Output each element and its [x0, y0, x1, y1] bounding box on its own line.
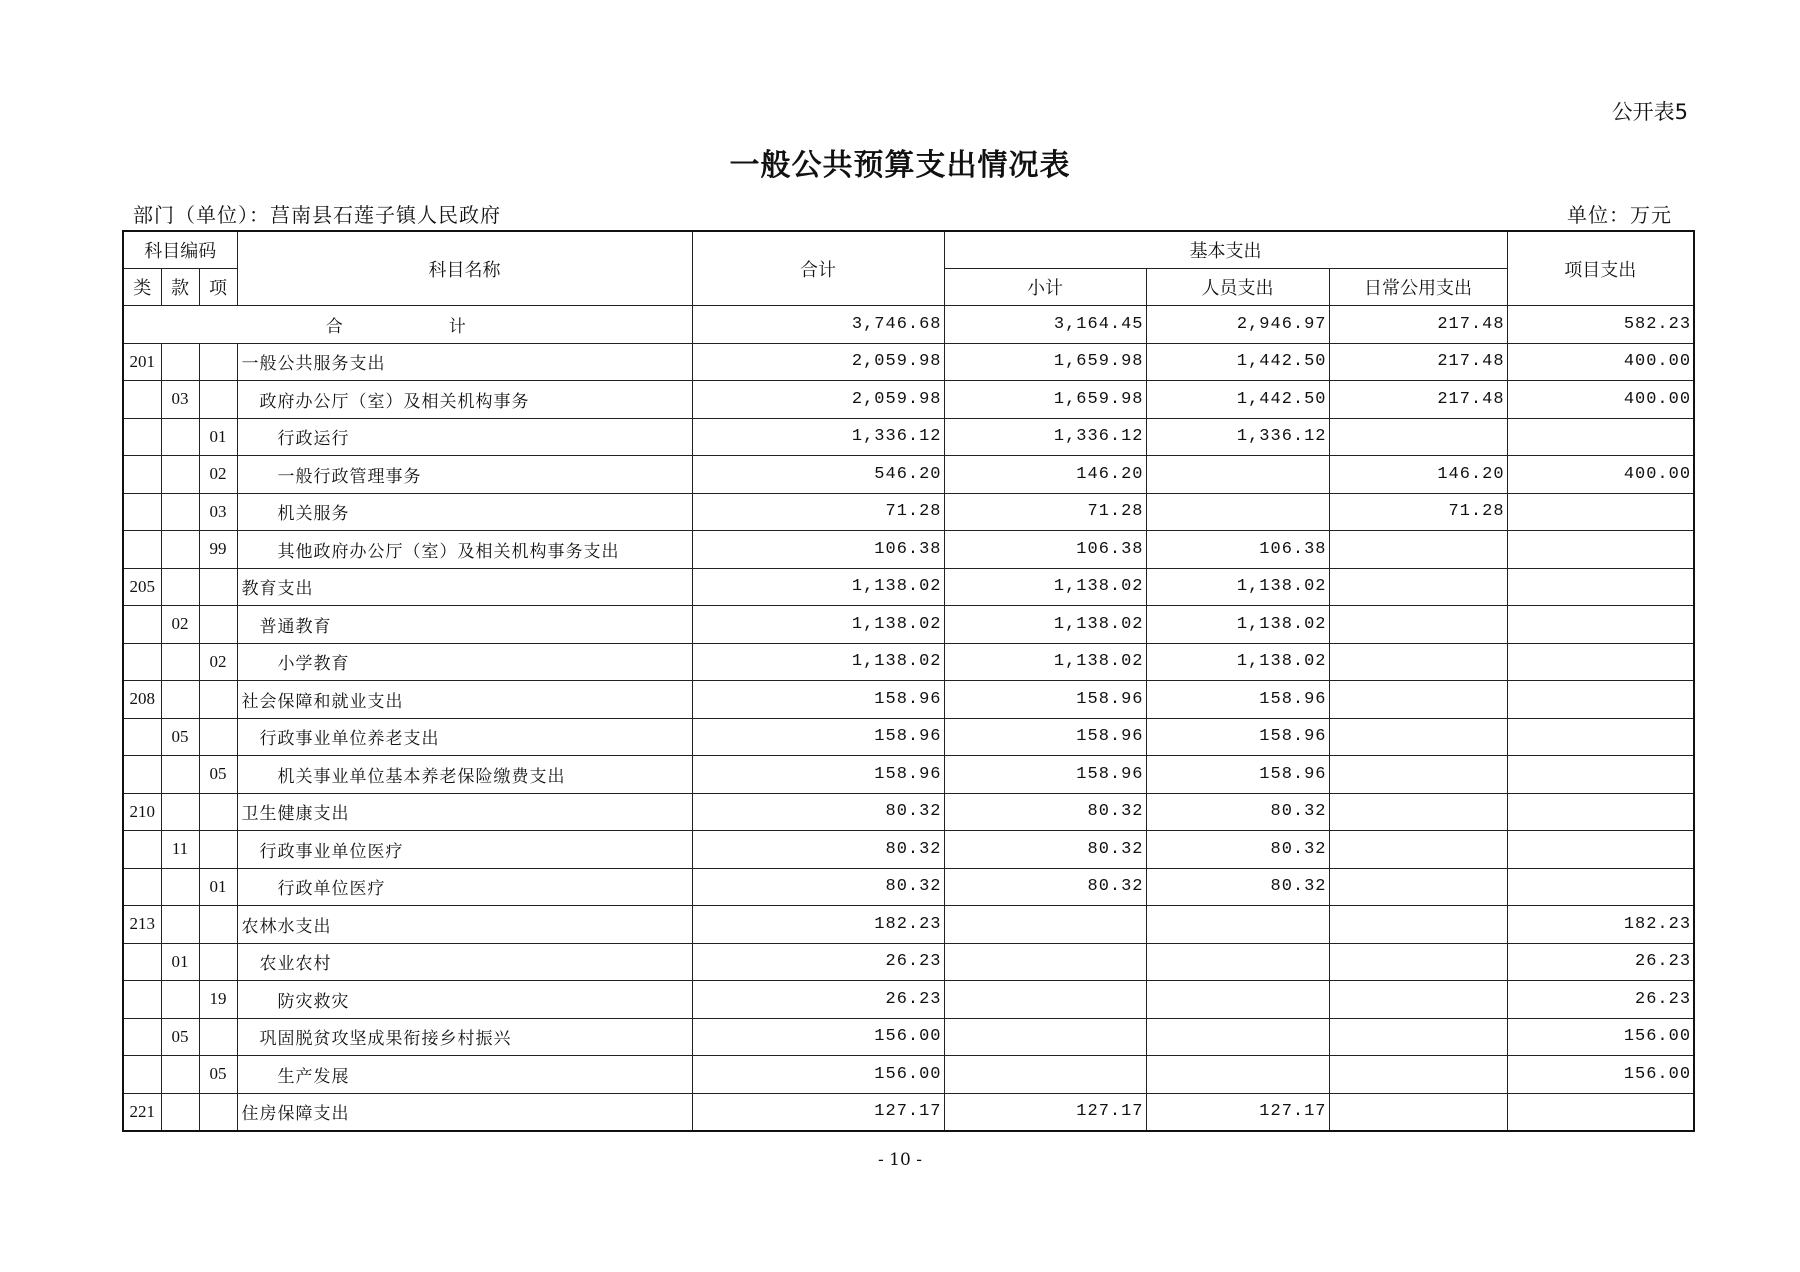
cell-lei: 201: [123, 343, 161, 381]
cell-name: 机关事业单位基本养老保险缴费支出: [237, 756, 692, 794]
table-row: [123, 568, 1694, 606]
cell-daily: 146.20: [1329, 456, 1507, 494]
unit-label: 单位：万元: [1567, 203, 1672, 227]
cell-subtotal: 80.32: [944, 868, 1146, 906]
cell-lei: 213: [123, 906, 161, 944]
header-total: 合计: [692, 231, 944, 306]
cell-lei: [123, 531, 161, 569]
table-row: [123, 981, 1694, 1019]
cell-name: 行政事业单位医疗: [237, 831, 692, 869]
table-row: [123, 906, 1694, 944]
cell-lei: [123, 1056, 161, 1094]
cell-kuan: 05: [161, 718, 199, 756]
cell-xiang: 02: [199, 643, 237, 681]
cell-personnel: [1146, 1018, 1329, 1056]
header-project: 项目支出: [1507, 231, 1694, 306]
cell-xiang: [199, 793, 237, 831]
cell-kuan: [161, 568, 199, 606]
table-row: [123, 456, 1694, 494]
cell-name: 行政单位医疗: [237, 868, 692, 906]
cell-xiang: [199, 718, 237, 756]
cell-project: 182.23: [1507, 906, 1694, 944]
header-daily: 日常公用支出: [1329, 269, 1507, 306]
cell-personnel: 1,138.02: [1146, 568, 1329, 606]
table-body: [123, 306, 1694, 1132]
cell-lei: [123, 868, 161, 906]
cell-project: 26.23: [1507, 943, 1694, 981]
cell-daily: [1329, 868, 1507, 906]
cell-total: 71.28: [692, 493, 944, 531]
cell-personnel: 1,442.50: [1146, 381, 1329, 419]
cell-personnel: 1,336.12: [1146, 418, 1329, 456]
table-row: [123, 943, 1694, 981]
cell-daily: 71.28: [1329, 493, 1507, 531]
cell-name: 教育支出: [237, 568, 692, 606]
cell-kuan: [161, 1093, 199, 1131]
header-subtotal: 小计: [944, 269, 1146, 306]
cell-lei: [123, 381, 161, 419]
cell-xiang: [199, 906, 237, 944]
cell-lei: [123, 456, 161, 494]
cell-subtotal: 1,138.02: [944, 568, 1146, 606]
cell-subtotal: 1,659.98: [944, 381, 1146, 419]
cell-kuan: [161, 756, 199, 794]
cell-xiang: [199, 831, 237, 869]
cell-lei: [123, 643, 161, 681]
table-row: [123, 643, 1694, 681]
total-subtotal: 3,164.45: [944, 306, 1146, 344]
cell-personnel: 158.96: [1146, 718, 1329, 756]
page-number: - 10 -: [878, 1150, 922, 1170]
cell-xiang: 02: [199, 456, 237, 494]
cell-xiang: 05: [199, 756, 237, 794]
cell-personnel: 80.32: [1146, 868, 1329, 906]
cell-project: [1507, 868, 1694, 906]
cell-daily: [1329, 568, 1507, 606]
cell-total: 106.38: [692, 531, 944, 569]
cell-xiang: 05: [199, 1056, 237, 1094]
cell-project: [1507, 718, 1694, 756]
cell-subtotal: 71.28: [944, 493, 1146, 531]
cell-total: 158.96: [692, 681, 944, 719]
cell-daily: [1329, 793, 1507, 831]
cell-lei: [123, 418, 161, 456]
cell-xiang: [199, 1093, 237, 1131]
cell-daily: 217.48: [1329, 381, 1507, 419]
cell-daily: [1329, 906, 1507, 944]
cell-total: 80.32: [692, 831, 944, 869]
cell-name: 一般行政管理事务: [237, 456, 692, 494]
cell-project: [1507, 418, 1694, 456]
cell-personnel: 1,138.02: [1146, 643, 1329, 681]
cell-total: 1,138.02: [692, 606, 944, 644]
cell-project: 156.00: [1507, 1018, 1694, 1056]
cell-subtotal: [944, 1018, 1146, 1056]
cell-lei: 221: [123, 1093, 161, 1131]
cell-personnel: 1,442.50: [1146, 343, 1329, 381]
cell-daily: [1329, 718, 1507, 756]
table-row: [123, 1093, 1694, 1131]
cell-personnel: 127.17: [1146, 1093, 1329, 1131]
cell-name: 行政运行: [237, 418, 692, 456]
cell-xiang: [199, 606, 237, 644]
cell-name: 防灾救灾: [237, 981, 692, 1019]
cell-name: 小学教育: [237, 643, 692, 681]
cell-name: 农业农村: [237, 943, 692, 981]
cell-daily: [1329, 943, 1507, 981]
cell-daily: [1329, 681, 1507, 719]
header-lei: 类: [123, 269, 161, 306]
cell-xiang: 01: [199, 418, 237, 456]
cell-kuan: [161, 1056, 199, 1094]
cell-total: 1,138.02: [692, 568, 944, 606]
cell-daily: [1329, 643, 1507, 681]
cell-personnel: 158.96: [1146, 756, 1329, 794]
cell-daily: [1329, 418, 1507, 456]
cell-personnel: 158.96: [1146, 681, 1329, 719]
table-row: [123, 868, 1694, 906]
table-row: [123, 606, 1694, 644]
cell-total: 2,059.98: [692, 343, 944, 381]
table-row: [123, 793, 1694, 831]
cell-kuan: [161, 531, 199, 569]
cell-daily: [1329, 981, 1507, 1019]
header-basic-group: 基本支出: [944, 231, 1507, 269]
cell-xiang: 99: [199, 531, 237, 569]
cell-subtotal: 106.38: [944, 531, 1146, 569]
cell-lei: [123, 718, 161, 756]
cell-xiang: [199, 1018, 237, 1056]
cell-kuan: 02: [161, 606, 199, 644]
cell-personnel: 1,138.02: [1146, 606, 1329, 644]
cell-name: 生产发展: [237, 1056, 692, 1094]
table-row: [123, 831, 1694, 869]
cell-project: 400.00: [1507, 343, 1694, 381]
cell-kuan: [161, 343, 199, 381]
cell-daily: [1329, 1018, 1507, 1056]
cell-xiang: [199, 681, 237, 719]
cell-xiang: 01: [199, 868, 237, 906]
header-kuan: 款: [161, 269, 199, 306]
cell-daily: [1329, 1056, 1507, 1094]
cell-project: [1507, 793, 1694, 831]
cell-lei: 205: [123, 568, 161, 606]
cell-personnel: [1146, 1056, 1329, 1094]
cell-project: [1507, 493, 1694, 531]
cell-name: 普通教育: [237, 606, 692, 644]
page-title: 一般公共预算支出情况表: [729, 148, 1071, 183]
cell-xiang: [199, 343, 237, 381]
cell-subtotal: 1,659.98: [944, 343, 1146, 381]
cell-total: 80.32: [692, 793, 944, 831]
cell-project: [1507, 756, 1694, 794]
cell-subtotal: 1,138.02: [944, 606, 1146, 644]
cell-subtotal: [944, 906, 1146, 944]
table-row: [123, 531, 1694, 569]
cell-name: 农林水支出: [237, 906, 692, 944]
cell-total: 156.00: [692, 1018, 944, 1056]
cell-kuan: [161, 681, 199, 719]
total-daily: 217.48: [1329, 306, 1507, 344]
cell-personnel: 80.32: [1146, 793, 1329, 831]
cell-subtotal: 80.32: [944, 831, 1146, 869]
cell-subtotal: [944, 943, 1146, 981]
cell-total: 26.23: [692, 943, 944, 981]
cell-name: 行政事业单位养老支出: [237, 718, 692, 756]
header-name: 科目名称: [237, 231, 692, 306]
cell-project: 26.23: [1507, 981, 1694, 1019]
table-row: [123, 756, 1694, 794]
cell-lei: 210: [123, 793, 161, 831]
table-row: [123, 1056, 1694, 1094]
cell-name: 巩固脱贫攻坚成果衔接乡村振兴: [237, 1018, 692, 1056]
cell-total: 158.96: [692, 718, 944, 756]
cell-total: 1,336.12: [692, 418, 944, 456]
cell-name: 其他政府办公厅（室）及相关机构事务支出: [237, 531, 692, 569]
cell-name: 社会保障和就业支出: [237, 681, 692, 719]
cell-project: [1507, 681, 1694, 719]
table-row: [123, 718, 1694, 756]
cell-lei: [123, 606, 161, 644]
cell-name: 政府办公厅（室）及相关机构事务: [237, 381, 692, 419]
cell-total: 80.32: [692, 868, 944, 906]
cell-kuan: 11: [161, 831, 199, 869]
cell-daily: 217.48: [1329, 343, 1507, 381]
table-row: [123, 1018, 1694, 1056]
cell-kuan: [161, 418, 199, 456]
cell-daily: [1329, 756, 1507, 794]
total-label: 合 计: [123, 306, 692, 344]
cell-project: [1507, 531, 1694, 569]
cell-kuan: [161, 868, 199, 906]
total-total: 3,746.68: [692, 306, 944, 344]
cell-kuan: [161, 643, 199, 681]
cell-total: 546.20: [692, 456, 944, 494]
cell-kuan: 05: [161, 1018, 199, 1056]
cell-lei: [123, 756, 161, 794]
cell-project: [1507, 1093, 1694, 1131]
cell-daily: [1329, 1093, 1507, 1131]
budget-table: [122, 230, 1695, 1132]
cell-personnel: [1146, 493, 1329, 531]
cell-personnel: 80.32: [1146, 831, 1329, 869]
cell-personnel: [1146, 981, 1329, 1019]
cell-project: [1507, 643, 1694, 681]
cell-project: [1507, 606, 1694, 644]
cell-lei: [123, 943, 161, 981]
cell-project: 400.00: [1507, 381, 1694, 419]
cell-subtotal: [944, 981, 1146, 1019]
cell-subtotal: 158.96: [944, 681, 1146, 719]
cell-daily: [1329, 606, 1507, 644]
cell-kuan: [161, 981, 199, 1019]
cell-subtotal: 1,336.12: [944, 418, 1146, 456]
cell-daily: [1329, 831, 1507, 869]
cell-personnel: [1146, 456, 1329, 494]
table-row: [123, 418, 1694, 456]
total-personnel: 2,946.97: [1146, 306, 1329, 344]
form-number: 公开表5: [1611, 100, 1688, 124]
cell-total: 26.23: [692, 981, 944, 1019]
table-row: [123, 681, 1694, 719]
cell-lei: 208: [123, 681, 161, 719]
cell-subtotal: 80.32: [944, 793, 1146, 831]
cell-total: 127.17: [692, 1093, 944, 1131]
cell-total: 1,138.02: [692, 643, 944, 681]
cell-name: 一般公共服务支出: [237, 343, 692, 381]
cell-lei: [123, 1018, 161, 1056]
cell-name: 住房保障支出: [237, 1093, 692, 1131]
header-xiang: 项: [199, 269, 237, 306]
cell-xiang: [199, 943, 237, 981]
cell-personnel: [1146, 943, 1329, 981]
cell-kuan: [161, 906, 199, 944]
cell-total: 156.00: [692, 1056, 944, 1094]
cell-name: 卫生健康支出: [237, 793, 692, 831]
cell-lei: [123, 981, 161, 1019]
header-personnel: 人员支出: [1146, 269, 1329, 306]
cell-lei: [123, 493, 161, 531]
cell-kuan: [161, 793, 199, 831]
department-label: 部门（单位）：莒南县石莲子镇人民政府: [133, 203, 501, 227]
cell-project: 156.00: [1507, 1056, 1694, 1094]
cell-subtotal: 146.20: [944, 456, 1146, 494]
cell-total: 182.23: [692, 906, 944, 944]
table-row: [123, 493, 1694, 531]
cell-xiang: [199, 568, 237, 606]
cell-xiang: [199, 381, 237, 419]
cell-xiang: 19: [199, 981, 237, 1019]
cell-subtotal: 158.96: [944, 756, 1146, 794]
total-row: [123, 306, 1694, 344]
cell-kuan: 01: [161, 943, 199, 981]
cell-kuan: 03: [161, 381, 199, 419]
total-project: 582.23: [1507, 306, 1694, 344]
cell-lei: [123, 831, 161, 869]
cell-subtotal: [944, 1056, 1146, 1094]
cell-kuan: [161, 456, 199, 494]
cell-name: 机关服务: [237, 493, 692, 531]
cell-personnel: 106.38: [1146, 531, 1329, 569]
header-code-group: 科目编码: [123, 231, 237, 269]
cell-total: 158.96: [692, 756, 944, 794]
cell-project: [1507, 831, 1694, 869]
cell-xiang: 03: [199, 493, 237, 531]
cell-total: 2,059.98: [692, 381, 944, 419]
cell-project: 400.00: [1507, 456, 1694, 494]
cell-daily: [1329, 531, 1507, 569]
cell-personnel: [1146, 906, 1329, 944]
cell-subtotal: 1,138.02: [944, 643, 1146, 681]
cell-subtotal: 158.96: [944, 718, 1146, 756]
table-row: [123, 381, 1694, 419]
cell-kuan: [161, 493, 199, 531]
cell-project: [1507, 568, 1694, 606]
cell-subtotal: 127.17: [944, 1093, 1146, 1131]
table-row: [123, 343, 1694, 381]
